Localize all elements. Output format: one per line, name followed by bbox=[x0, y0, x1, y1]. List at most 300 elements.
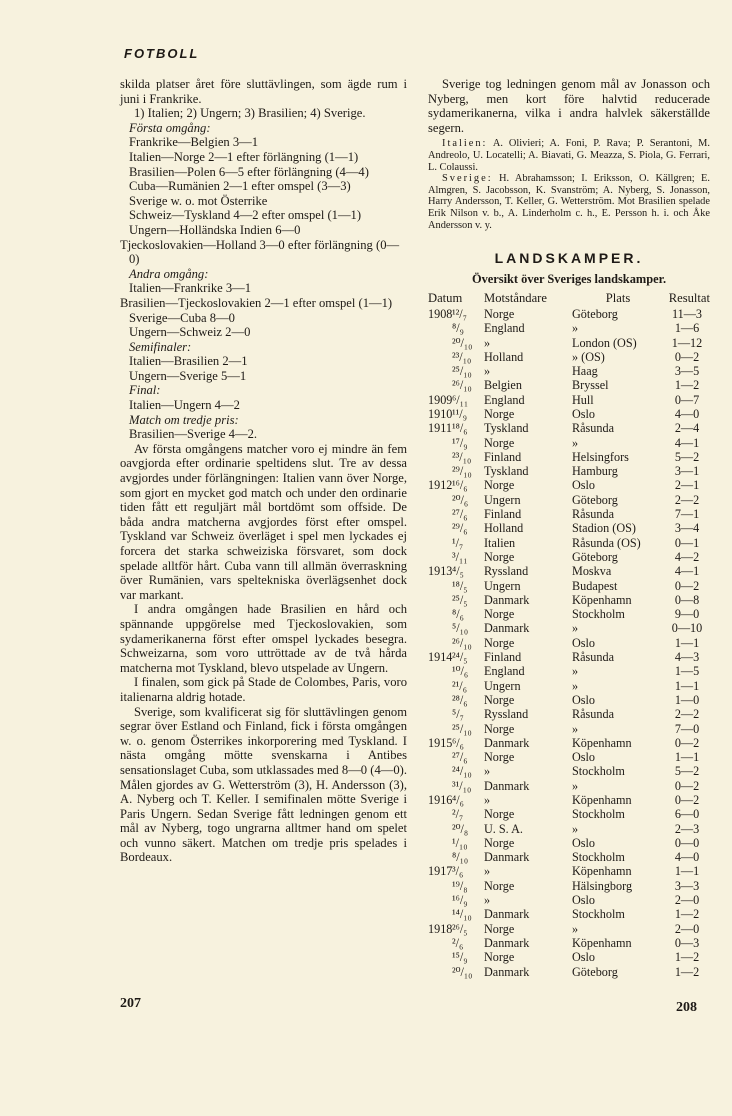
row-result: 7—0 bbox=[674, 721, 700, 736]
text-paragraph: Av första omgångens matcher voro ej mindre än fem oavgjorda efter ordinarie speltidens slut. Tre av dessa avgjordes under förlängningen: Italien vann över Norge, som gjort en mycket god match och under den ordinarie tiden fått ett reguljärt mål bortdömt som offside. De båda andra matcherna avgjordes först efter omspel. Tyskland var Schweiz överläget i spel men lyckades ej forcera det starka schweiziska försvaret, som dock spelade alltför hårt. Cuba vann till allmän överraskning över Rumänien, vars speltekniska överlägsenhet dock var markant. bbox=[120, 441, 407, 602]
table-row bbox=[428, 822, 710, 836]
row-year: 1909 bbox=[428, 392, 453, 407]
result-line: Brasilien—Sverige 4—2. bbox=[129, 427, 258, 442]
table-row bbox=[428, 793, 710, 807]
table-row bbox=[428, 579, 710, 593]
row-year bbox=[428, 464, 452, 478]
row-date: ²⁰/₈ bbox=[452, 821, 469, 836]
text-paragraph: 1) Italien; 2) Ungern; 3) Brasilien; 4) Sverige. bbox=[134, 106, 366, 121]
table-row bbox=[428, 393, 710, 407]
running-header: FOTBOLL bbox=[124, 46, 200, 61]
row-date: ¹⁶/₉ bbox=[452, 893, 468, 908]
table-row bbox=[428, 693, 710, 707]
table-row bbox=[428, 664, 710, 678]
row-result: 0—2 bbox=[674, 793, 700, 807]
row-opponent: Ryssland bbox=[484, 707, 529, 722]
table-header bbox=[428, 291, 710, 306]
row-year bbox=[428, 707, 452, 721]
row-year bbox=[428, 822, 452, 836]
row-place: Moskva bbox=[572, 564, 612, 579]
row-opponent: Norge bbox=[484, 635, 515, 650]
row-place: Råsunda (OS) bbox=[572, 535, 641, 550]
row-place: » bbox=[572, 921, 579, 936]
row-result: 4—0 bbox=[674, 406, 700, 421]
row-place: » bbox=[572, 778, 579, 793]
row-opponent: » bbox=[484, 893, 491, 908]
page-number-left: 207 bbox=[120, 996, 141, 1011]
row-year: 1915 bbox=[428, 735, 453, 750]
row-place: London (OS) bbox=[572, 335, 637, 350]
row-opponent: » bbox=[484, 335, 491, 350]
row-year bbox=[428, 507, 452, 521]
row-result: 4—0 bbox=[674, 850, 700, 865]
table-row bbox=[428, 593, 710, 607]
row-date: ²⁶/₁₀ bbox=[452, 635, 472, 650]
row-opponent: Norge bbox=[484, 549, 515, 564]
row-date: ³/₁₁ bbox=[452, 549, 468, 564]
row-date: ⁵/₇ bbox=[452, 707, 464, 722]
row-opponent: Danmark bbox=[484, 621, 530, 636]
row-place: Råsunda bbox=[572, 507, 614, 522]
row-place: » bbox=[572, 321, 579, 336]
row-date: ¹⁵/₉ bbox=[452, 950, 468, 965]
row-date: ²⁷/₆ bbox=[452, 750, 468, 765]
row-year bbox=[428, 378, 452, 392]
header-place: Plats bbox=[605, 291, 631, 306]
row-date: ²³/₁₀ bbox=[452, 449, 472, 464]
result-line: Frankrike—Belgien 3—1 bbox=[129, 135, 259, 150]
row-opponent: Holland bbox=[484, 349, 524, 364]
row-opponent: » bbox=[484, 793, 491, 807]
table-row bbox=[428, 707, 710, 721]
row-result: 0—10 bbox=[671, 621, 703, 636]
row-year bbox=[428, 693, 452, 707]
row-date: ²⁹/₁₀ bbox=[452, 464, 472, 479]
row-place: Köpenhamn bbox=[572, 735, 632, 750]
row-result: 3—1 bbox=[674, 464, 700, 479]
result-line: Italien—Norge 2—1 efter förlängning (1—1) bbox=[129, 149, 359, 164]
row-result: 4—3 bbox=[674, 650, 700, 665]
row-year bbox=[428, 593, 452, 607]
row-place: Stockholm bbox=[572, 764, 625, 779]
table-row bbox=[428, 307, 710, 321]
table-row bbox=[428, 436, 710, 450]
row-year bbox=[428, 750, 452, 764]
row-year bbox=[428, 836, 452, 850]
row-opponent: Norge bbox=[484, 607, 515, 622]
row-result: 2—3 bbox=[674, 821, 700, 836]
row-opponent: Ungern bbox=[484, 578, 521, 593]
row-result: 9—0 bbox=[674, 607, 700, 622]
row-year bbox=[428, 336, 452, 350]
row-opponent: Danmark bbox=[484, 592, 530, 607]
header-opponent: Motståndare bbox=[484, 291, 547, 306]
row-opponent: » bbox=[484, 864, 491, 879]
row-year bbox=[428, 579, 452, 593]
row-date: ²⁷/₆ bbox=[452, 507, 468, 522]
row-date: ²⁴/₁₀ bbox=[452, 764, 472, 779]
row-date: ²⁵/₁₀ bbox=[452, 364, 472, 379]
row-year bbox=[428, 436, 452, 450]
row-result: 3—4 bbox=[674, 521, 700, 536]
page-number-right: 208 bbox=[676, 1000, 697, 1015]
row-date: ⁸/₆ bbox=[452, 607, 464, 622]
row-result: 1—1 bbox=[674, 678, 700, 693]
row-place: Oslo bbox=[572, 692, 596, 707]
result-line: Ungern—Sverige 5—1 bbox=[129, 368, 247, 383]
result-line: Cuba—Rumänien 2—1 efter omspel (3—3) bbox=[129, 179, 351, 194]
row-date: ²/₆ bbox=[452, 935, 464, 950]
row-year bbox=[428, 664, 452, 678]
row-place: Köpenhamn bbox=[572, 864, 632, 879]
row-opponent: Finland bbox=[484, 650, 522, 665]
table-row bbox=[428, 521, 710, 535]
result-line: Tjeckoslovakien—Holland 3—0 efter förlängning (0—0) bbox=[120, 237, 400, 267]
row-date: ⁸/₉ bbox=[452, 321, 464, 336]
table-row bbox=[428, 364, 710, 378]
row-opponent: Danmark bbox=[484, 850, 530, 865]
row-year: 1908 bbox=[428, 306, 453, 321]
row-date: ²⁶/₁₀ bbox=[452, 378, 472, 393]
result-line: Schweiz—Tyskland 4—2 efter omspel (1—1) bbox=[129, 208, 362, 223]
row-opponent: England bbox=[484, 321, 525, 336]
table-row bbox=[428, 336, 710, 350]
result-line: Brasilien—Polen 6—5 efter förlängning (4—4) bbox=[129, 164, 369, 179]
row-year bbox=[428, 936, 452, 950]
row-place: » bbox=[572, 721, 579, 736]
table-row bbox=[428, 679, 710, 693]
row-opponent: Belgien bbox=[484, 378, 522, 393]
row-year bbox=[428, 536, 452, 550]
row-date: ³¹/₁₀ bbox=[452, 778, 472, 793]
table-row bbox=[428, 907, 710, 921]
row-opponent: Ryssland bbox=[484, 564, 529, 579]
row-place: Göteborg bbox=[572, 549, 618, 564]
row-opponent: Danmark bbox=[484, 778, 530, 793]
row-year bbox=[428, 965, 452, 979]
row-place: Stadion (OS) bbox=[572, 521, 636, 536]
table-row bbox=[428, 350, 710, 364]
lineup-sweden-text: H. Abrahamsson; I. Eriksson, O. Källgren; E. Almgren, S. Jacobsson, K. Svanström; A. Nyberg, S. Jonasson, Harry Andersson, T. Keller, G. Wetterström. Mot Brasilien spelade Erik Nilson v. b., A. Linderholm c. h., E. Persson h. i. och Åke Andersson v. y. bbox=[428, 173, 710, 231]
row-place: Stockholm bbox=[572, 907, 625, 922]
row-opponent: Norge bbox=[484, 406, 515, 421]
row-year: 1912 bbox=[428, 478, 453, 493]
row-date: ¹⁶/₆ bbox=[452, 478, 468, 493]
row-year bbox=[428, 450, 452, 464]
row-opponent: Norge bbox=[484, 478, 515, 493]
row-result: 2—1 bbox=[674, 478, 700, 493]
table-row bbox=[428, 965, 710, 979]
row-date: ²⁵/₅ bbox=[452, 592, 468, 607]
row-result: 1—0 bbox=[674, 692, 700, 707]
row-place: Köpenhamn bbox=[572, 793, 632, 807]
row-opponent: Norge bbox=[484, 807, 515, 822]
row-result: 5—2 bbox=[674, 764, 700, 779]
row-opponent: England bbox=[484, 664, 525, 679]
row-place: Stockholm bbox=[572, 607, 625, 622]
row-opponent: Norge bbox=[484, 835, 515, 850]
row-opponent: Danmark bbox=[484, 907, 530, 922]
result-line: Italien—Frankrike 3—1 bbox=[129, 281, 252, 296]
row-place: Stockholm bbox=[572, 807, 625, 822]
row-year bbox=[428, 621, 452, 635]
row-place: » bbox=[572, 678, 579, 693]
row-year bbox=[428, 850, 452, 864]
row-date: ¹¹/₉ bbox=[452, 406, 467, 421]
row-place: Göteborg bbox=[572, 964, 618, 979]
row-result: 0—2 bbox=[674, 349, 700, 364]
row-result: 1—5 bbox=[674, 664, 700, 679]
row-date: ³/₆ bbox=[452, 864, 464, 879]
row-place: Råsunda bbox=[572, 707, 614, 722]
row-place: » bbox=[572, 621, 579, 636]
row-result: 3—3 bbox=[674, 878, 700, 893]
table-row bbox=[428, 764, 710, 778]
row-result: 4—2 bbox=[674, 549, 700, 564]
table-row bbox=[428, 536, 710, 550]
text-paragraph: I finalen, som gick på Stade de Colombes, Paris, voro italienarna aldrig hotade. bbox=[120, 675, 407, 704]
row-result: 0—7 bbox=[674, 392, 700, 407]
table-row bbox=[428, 836, 710, 850]
section-heading: Semifinaler: bbox=[129, 339, 192, 354]
row-year bbox=[428, 950, 452, 964]
row-result: 7—1 bbox=[674, 507, 700, 522]
row-result: 1—2 bbox=[674, 964, 700, 979]
row-year bbox=[428, 550, 452, 564]
table-row bbox=[428, 421, 710, 435]
row-date: ⁴/₅ bbox=[452, 564, 464, 579]
row-result: 4—1 bbox=[674, 435, 700, 450]
section-heading: Match om tredje pris: bbox=[129, 412, 239, 427]
row-opponent: Finland bbox=[484, 449, 522, 464]
row-year bbox=[428, 364, 452, 378]
row-year bbox=[428, 607, 452, 621]
row-place: » (OS) bbox=[572, 349, 605, 364]
row-date: ²¹/₆ bbox=[452, 678, 467, 693]
table-row bbox=[428, 478, 710, 492]
lineup-italy bbox=[428, 138, 710, 173]
header-result: Resultat bbox=[668, 291, 710, 306]
row-opponent: Tyskland bbox=[484, 421, 529, 436]
row-year: 1911 bbox=[428, 421, 452, 436]
row-result: 0—0 bbox=[674, 835, 700, 850]
row-date: ¹/₁₀ bbox=[452, 835, 468, 850]
row-place: Hälsingborg bbox=[572, 878, 633, 893]
row-year bbox=[428, 807, 452, 821]
text-paragraph: skilda platser året före sluttävlingen, som ägde rum i juni i Frankrike. bbox=[120, 77, 407, 106]
row-date: ²/₇ bbox=[452, 807, 464, 822]
row-result: 3—5 bbox=[674, 364, 700, 379]
row-year bbox=[428, 722, 452, 736]
row-year bbox=[428, 350, 452, 364]
result-line: Ungern—Holländska Indien 6—0 bbox=[129, 222, 301, 237]
table-row bbox=[428, 722, 710, 736]
row-result: 0—2 bbox=[674, 578, 700, 593]
table-row bbox=[428, 607, 710, 621]
table-row bbox=[428, 636, 710, 650]
row-opponent: Norge bbox=[484, 721, 515, 736]
row-opponent: Danmark bbox=[484, 735, 530, 750]
row-opponent: Finland bbox=[484, 507, 522, 522]
row-opponent: Tyskland bbox=[484, 464, 529, 479]
table-row bbox=[428, 950, 710, 964]
table-row bbox=[428, 450, 710, 464]
row-year: 1916 bbox=[428, 793, 453, 807]
table-row bbox=[428, 321, 710, 335]
row-year bbox=[428, 764, 452, 778]
row-date: ²³/₁₀ bbox=[452, 349, 472, 364]
row-date: ¹²/₇ bbox=[452, 306, 467, 321]
row-opponent: Ungern bbox=[484, 678, 521, 693]
row-place: Oslo bbox=[572, 750, 596, 765]
row-date: ⁵/₁₀ bbox=[452, 621, 469, 636]
row-opponent: Ungern bbox=[484, 492, 521, 507]
row-year: 1917 bbox=[428, 864, 453, 879]
row-result: 1—1 bbox=[674, 864, 700, 879]
row-result: 1—12 bbox=[671, 335, 703, 350]
row-result: 1—2 bbox=[674, 378, 700, 393]
row-year: 1910 bbox=[428, 406, 453, 421]
row-year bbox=[428, 879, 452, 893]
table-row bbox=[428, 893, 710, 907]
row-result: 2—4 bbox=[674, 421, 700, 436]
row-result: 1—1 bbox=[674, 635, 700, 650]
text-paragraph: I andra omgången hade Brasilien en hård och spännande uppgörelse med Tjeckoslovakien, som sydamerikanerna först efter omspel lyckades besegra. Schweizarna, som voro uttröttade av de två hårda matcherna mot Tyskland, blevo utspelade av Ungern. bbox=[120, 602, 407, 675]
row-date: ¹⁸/₅ bbox=[452, 578, 468, 593]
table-row bbox=[428, 564, 710, 578]
header-date: Datum bbox=[428, 291, 463, 306]
table-row bbox=[428, 936, 710, 950]
table-row bbox=[428, 507, 710, 521]
row-date: ⁸/₁₀ bbox=[452, 850, 469, 865]
match-table bbox=[428, 307, 710, 979]
row-year bbox=[428, 493, 452, 507]
right-column bbox=[428, 77, 710, 979]
result-line: Brasilien—Tjeckoslovakien 2—1 efter omspel (1—1) bbox=[120, 295, 393, 310]
row-result: 1—2 bbox=[674, 950, 700, 965]
row-opponent: Danmark bbox=[484, 964, 530, 979]
row-date: ⁴/₆ bbox=[452, 793, 464, 807]
row-place: Köpenhamn bbox=[572, 592, 632, 607]
table-row bbox=[428, 779, 710, 793]
table-row bbox=[428, 621, 710, 635]
row-year bbox=[428, 521, 452, 535]
row-place: Oslo bbox=[572, 478, 596, 493]
row-opponent: Norge bbox=[484, 306, 515, 321]
row-date: ⁶/₆ bbox=[452, 735, 464, 750]
row-place: Oslo bbox=[572, 950, 596, 965]
section-heading: Andra omgång: bbox=[129, 266, 209, 281]
result-line: Ungern—Schweiz 2—0 bbox=[129, 325, 251, 340]
row-date: ¹⁸/₆ bbox=[452, 421, 468, 436]
row-date: ²⁸/₆ bbox=[452, 692, 468, 707]
row-opponent: Norge bbox=[484, 750, 515, 765]
row-date: ²⁰/₁₀ bbox=[452, 335, 473, 350]
row-year bbox=[428, 893, 452, 907]
row-result: 0—3 bbox=[674, 935, 700, 950]
table-row bbox=[428, 864, 710, 878]
table-row bbox=[428, 850, 710, 864]
row-date: ⁶/₁₁ bbox=[452, 392, 469, 407]
row-year: 1913 bbox=[428, 564, 453, 579]
row-date: ¹/₇ bbox=[452, 535, 464, 550]
row-result: 0—1 bbox=[674, 535, 700, 550]
row-date: ²⁵/₁₀ bbox=[452, 721, 472, 736]
row-date: ²⁴/₅ bbox=[452, 650, 468, 665]
row-place: Köpenhamn bbox=[572, 935, 632, 950]
table-row bbox=[428, 378, 710, 392]
row-result: 5—2 bbox=[674, 449, 700, 464]
row-opponent: U. S. A. bbox=[484, 821, 523, 836]
row-result: 2—0 bbox=[674, 893, 700, 908]
row-result: 11—3 bbox=[671, 306, 703, 321]
row-date: ²⁰/₁₀ bbox=[452, 964, 473, 979]
row-result: 4—1 bbox=[674, 564, 700, 579]
row-opponent: Italien bbox=[484, 535, 516, 550]
row-year: 1914 bbox=[428, 650, 453, 665]
row-place: Göteborg bbox=[572, 306, 618, 321]
table-row bbox=[428, 650, 710, 664]
row-place: Budapest bbox=[572, 578, 618, 593]
row-result: 1—6 bbox=[674, 321, 700, 336]
row-opponent: » bbox=[484, 764, 491, 779]
row-place: Råsunda bbox=[572, 421, 614, 436]
row-date: ²⁹/₆ bbox=[452, 521, 468, 536]
row-opponent: Norge bbox=[484, 878, 515, 893]
table-row bbox=[428, 736, 710, 750]
row-date: ¹⁷/₉ bbox=[452, 435, 468, 450]
section-heading: Final: bbox=[129, 383, 161, 398]
lineup-italy-text: A. Olivieri; A. Foni, P. Rava; P. Serantoni, M. Andreolo, U. Locatelli; A. Biavati, G. Meazza, S. Piola, G. Ferrari, L. Colaussi. bbox=[428, 138, 710, 173]
result-line: Sverige w. o. mot Österrike bbox=[129, 193, 268, 208]
row-opponent: Holland bbox=[484, 521, 524, 536]
match-paragraph: Sverige tog ledningen genom mål av Jonasson och Nyberg, men kort före halvtid reducerade sydamerikanerna, vilka i andra halvlek säkerställde segern. bbox=[428, 77, 710, 135]
result-line: Italien—Ungern 4—2 bbox=[129, 398, 240, 413]
row-place: Bryssel bbox=[572, 378, 609, 393]
row-result: 1—2 bbox=[674, 907, 700, 922]
row-date: ¹⁴/₁₀ bbox=[452, 907, 472, 922]
row-place: » bbox=[572, 821, 579, 836]
row-place: » bbox=[572, 664, 579, 679]
row-opponent: » bbox=[484, 364, 491, 379]
table-row bbox=[428, 922, 710, 936]
section-title: LANDSKAMPER. bbox=[494, 250, 644, 267]
row-year: 1918 bbox=[428, 921, 453, 936]
row-place: Haag bbox=[572, 364, 598, 379]
row-result: 2—0 bbox=[674, 921, 700, 936]
section-heading: Första omgång: bbox=[129, 120, 211, 135]
row-year bbox=[428, 636, 452, 650]
table-row bbox=[428, 493, 710, 507]
lineup-sweden bbox=[428, 173, 710, 231]
table-row bbox=[428, 407, 710, 421]
table-row bbox=[428, 807, 710, 821]
row-year bbox=[428, 321, 452, 335]
table-row bbox=[428, 464, 710, 478]
row-opponent: Norge bbox=[484, 950, 515, 965]
row-place: Oslo bbox=[572, 835, 596, 850]
row-date: ²⁰/₆ bbox=[452, 492, 469, 507]
row-year bbox=[428, 679, 452, 693]
row-date: ¹⁹/₈ bbox=[452, 878, 468, 893]
row-date: ¹⁰/₆ bbox=[452, 664, 469, 679]
row-opponent: Danmark bbox=[484, 935, 530, 950]
row-year bbox=[428, 779, 452, 793]
table-row bbox=[428, 879, 710, 893]
row-result: 0—8 bbox=[674, 592, 700, 607]
lineup-sweden-label: Sverige: bbox=[442, 173, 493, 185]
row-place: Hamburg bbox=[572, 464, 618, 479]
